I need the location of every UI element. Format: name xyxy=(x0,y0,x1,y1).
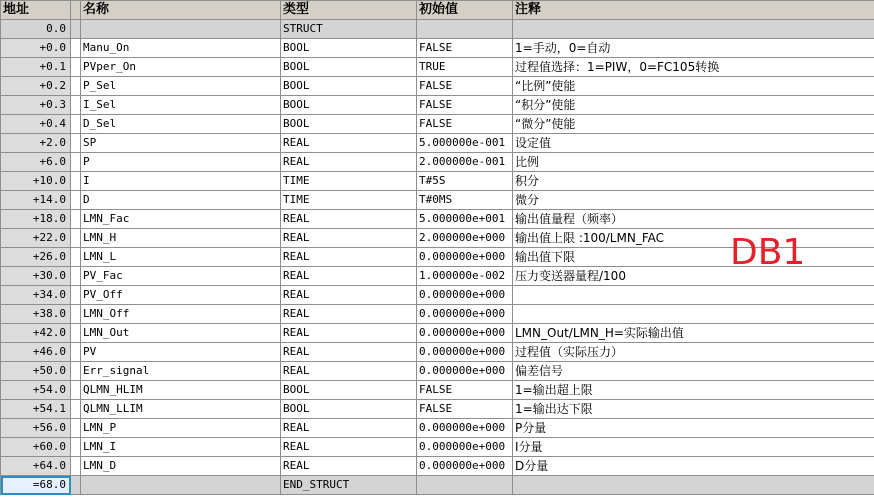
comment-cell[interactable]: 微分 xyxy=(513,191,874,210)
table-row[interactable] xyxy=(1,286,874,305)
address-cell: +50.0 xyxy=(1,362,71,381)
address-cell: +60.0 xyxy=(1,438,71,457)
type-cell[interactable]: REAL xyxy=(281,362,417,381)
type-cell[interactable]: REAL xyxy=(281,419,417,438)
header-row xyxy=(1,1,874,20)
row-marker-cell xyxy=(71,96,81,115)
db1-overlay-label: DB1 xyxy=(730,232,806,273)
name-cell[interactable]: LMN_H xyxy=(81,229,281,248)
initial-value-cell[interactable] xyxy=(417,476,513,495)
comment-cell[interactable] xyxy=(513,476,874,495)
column-header-name[interactable]: 名称 xyxy=(81,1,281,20)
type-cell[interactable]: BOOL xyxy=(281,39,417,58)
initial-value-cell[interactable]: 1.000000e-002 xyxy=(417,267,513,286)
comment-cell[interactable]: P分量 xyxy=(513,419,874,438)
row-marker-cell xyxy=(71,457,81,476)
initial-value-cell[interactable]: FALSE xyxy=(417,39,513,58)
address-cell: =68.0 xyxy=(1,476,71,495)
address-cell: +0.4 xyxy=(1,115,71,134)
type-cell[interactable]: REAL xyxy=(281,305,417,324)
table-row[interactable] xyxy=(1,115,874,134)
comment-cell[interactable]: “比例”使能 xyxy=(513,77,874,96)
address-cell: +0.3 xyxy=(1,96,71,115)
type-cell[interactable]: BOOL xyxy=(281,400,417,419)
table-row[interactable] xyxy=(1,96,874,115)
row-marker-cell xyxy=(71,438,81,457)
name-cell[interactable]: P_Sel xyxy=(81,77,281,96)
address-cell: +10.0 xyxy=(1,172,71,191)
name-cell[interactable] xyxy=(81,476,281,495)
initial-value-cell[interactable]: 0.000000e+000 xyxy=(417,305,513,324)
name-cell[interactable]: D_Sel xyxy=(81,115,281,134)
address-cell: +6.0 xyxy=(1,153,71,172)
type-cell[interactable]: BOOL xyxy=(281,77,417,96)
initial-value-cell[interactable]: T#5S xyxy=(417,172,513,191)
initial-value-cell[interactable] xyxy=(417,20,513,39)
address-cell: +18.0 xyxy=(1,210,71,229)
comment-cell[interactable]: 1=输出超上限 xyxy=(513,381,874,400)
type-cell[interactable]: TIME xyxy=(281,191,417,210)
address-cell: +56.0 xyxy=(1,419,71,438)
row-marker-cell xyxy=(71,419,81,438)
type-cell[interactable]: BOOL xyxy=(281,381,417,400)
address-cell: +0.0 xyxy=(1,39,71,58)
name-cell[interactable] xyxy=(81,20,281,39)
type-cell[interactable]: BOOL xyxy=(281,115,417,134)
table-row[interactable] xyxy=(1,343,874,362)
address-cell: +54.1 xyxy=(1,400,71,419)
initial-value-cell[interactable]: 5.000000e+001 xyxy=(417,210,513,229)
row-marker-cell xyxy=(71,153,81,172)
address-cell: +64.0 xyxy=(1,457,71,476)
row-marker-cell xyxy=(71,476,81,495)
type-cell[interactable]: TIME xyxy=(281,172,417,191)
column-header-type[interactable]: 类型 xyxy=(281,1,417,20)
row-marker-cell xyxy=(71,172,81,191)
row-marker-cell xyxy=(71,286,81,305)
name-cell[interactable]: Err_signal xyxy=(81,362,281,381)
comment-cell[interactable]: 压力变送器量程/100 xyxy=(513,267,874,286)
comment-cell[interactable]: “微分”使能 xyxy=(513,115,874,134)
row-marker-cell xyxy=(71,362,81,381)
row-marker-cell xyxy=(71,343,81,362)
type-cell[interactable]: REAL xyxy=(281,267,417,286)
comment-cell[interactable]: 1=手动，0=自动 xyxy=(513,39,874,58)
name-cell[interactable]: LMN_I xyxy=(81,438,281,457)
table-row[interactable] xyxy=(1,362,874,381)
type-cell[interactable]: REAL xyxy=(281,457,417,476)
comment-cell[interactable] xyxy=(513,20,874,39)
comment-cell[interactable]: 设定值 xyxy=(513,134,874,153)
name-cell[interactable]: LMN_Out xyxy=(81,324,281,343)
address-cell: +38.0 xyxy=(1,305,71,324)
address-cell: +30.0 xyxy=(1,267,71,286)
initial-value-cell[interactable]: 0.000000e+000 xyxy=(417,362,513,381)
comment-cell[interactable]: 积分 xyxy=(513,172,874,191)
row-marker-cell xyxy=(71,20,81,39)
initial-value-cell[interactable]: 0.000000e+000 xyxy=(417,286,513,305)
type-cell[interactable]: REAL xyxy=(281,248,417,267)
initial-value-cell[interactable]: FALSE xyxy=(417,400,513,419)
initial-value-cell[interactable]: TRUE xyxy=(417,58,513,77)
type-cell[interactable]: BOOL xyxy=(281,96,417,115)
column-header-comment[interactable]: 注释 xyxy=(513,1,874,20)
table-row[interactable] xyxy=(1,400,874,419)
type-cell[interactable]: REAL xyxy=(281,438,417,457)
column-header-address[interactable]: 地址 xyxy=(1,1,71,20)
name-cell[interactable]: PVper_On xyxy=(81,58,281,77)
row-marker-cell xyxy=(71,77,81,96)
comment-cell[interactable]: 输出值下限 xyxy=(513,248,874,267)
comment-cell[interactable]: D分量 xyxy=(513,457,874,476)
address-cell: +2.0 xyxy=(1,134,71,153)
name-cell[interactable]: LMN_Fac xyxy=(81,210,281,229)
initial-value-cell[interactable]: 0.000000e+000 xyxy=(417,248,513,267)
address-cell: +26.0 xyxy=(1,248,71,267)
name-cell[interactable]: PV xyxy=(81,343,281,362)
row-marker-cell xyxy=(71,210,81,229)
table-row[interactable] xyxy=(1,476,874,495)
table-row[interactable] xyxy=(1,153,874,172)
comment-cell[interactable]: LMN_Out/LMN_H=实际输出值 xyxy=(513,324,874,343)
type-cell[interactable]: STRUCT xyxy=(281,20,417,39)
type-cell[interactable]: REAL xyxy=(281,343,417,362)
row-marker-cell xyxy=(71,134,81,153)
name-cell[interactable]: PV_Off xyxy=(81,286,281,305)
name-cell[interactable]: I xyxy=(81,172,281,191)
name-cell[interactable]: QLMN_HLIM xyxy=(81,381,281,400)
initial-value-cell[interactable]: 0.000000e+000 xyxy=(417,324,513,343)
comment-cell[interactable]: 1=输出达下限 xyxy=(513,400,874,419)
comment-cell[interactable]: “积分”使能 xyxy=(513,96,874,115)
type-cell[interactable]: REAL xyxy=(281,324,417,343)
type-cell[interactable]: BOOL xyxy=(281,58,417,77)
initial-value-cell[interactable]: 2.000000e-001 xyxy=(417,153,513,172)
initial-value-cell[interactable]: 0.000000e+000 xyxy=(417,419,513,438)
address-cell: +54.0 xyxy=(1,381,71,400)
name-cell[interactable]: QLMN_LLIM xyxy=(81,400,281,419)
initial-value-cell[interactable]: 2.000000e+000 xyxy=(417,229,513,248)
table-row[interactable] xyxy=(1,191,874,210)
name-cell[interactable]: P xyxy=(81,153,281,172)
name-cell[interactable]: SP xyxy=(81,134,281,153)
type-cell[interactable]: REAL xyxy=(281,210,417,229)
type-cell[interactable]: REAL xyxy=(281,229,417,248)
comment-cell[interactable]: 过程值（实际压力） xyxy=(513,343,874,362)
column-header-marker xyxy=(71,1,81,20)
address-cell: +34.0 xyxy=(1,286,71,305)
table-row[interactable] xyxy=(1,457,874,476)
table-row[interactable] xyxy=(1,39,874,58)
row-marker-cell xyxy=(71,39,81,58)
row-marker-cell xyxy=(71,305,81,324)
row-marker-cell xyxy=(71,400,81,419)
initial-value-cell[interactable]: FALSE xyxy=(417,77,513,96)
name-cell[interactable]: D xyxy=(81,191,281,210)
table-row[interactable] xyxy=(1,438,874,457)
name-cell[interactable]: PV_Fac xyxy=(81,267,281,286)
name-cell[interactable]: LMN_P xyxy=(81,419,281,438)
table-row[interactable] xyxy=(1,324,874,343)
table-row[interactable] xyxy=(1,381,874,400)
initial-value-cell[interactable]: FALSE xyxy=(417,115,513,134)
initial-value-cell[interactable]: 0.000000e+000 xyxy=(417,343,513,362)
column-header-initial-value[interactable]: 初始值 xyxy=(417,1,513,20)
address-cell: +0.2 xyxy=(1,77,71,96)
type-cell[interactable]: END_STRUCT xyxy=(281,476,417,495)
type-cell[interactable]: REAL xyxy=(281,286,417,305)
comment-cell[interactable]: 输出值量程（频率） xyxy=(513,210,874,229)
initial-value-cell[interactable]: FALSE xyxy=(417,381,513,400)
address-cell: +0.1 xyxy=(1,58,71,77)
row-marker-cell xyxy=(71,267,81,286)
initial-value-cell[interactable]: T#0MS xyxy=(417,191,513,210)
type-cell[interactable]: REAL xyxy=(281,153,417,172)
comment-cell[interactable]: 比例 xyxy=(513,153,874,172)
table-row[interactable] xyxy=(1,58,874,77)
comment-cell[interactable]: 过程值选择：1=PIW，0=FC105转换 xyxy=(513,58,874,77)
row-marker-cell xyxy=(71,381,81,400)
table-row[interactable] xyxy=(1,20,874,39)
name-cell[interactable]: Manu_On xyxy=(81,39,281,58)
name-cell[interactable]: I_Sel xyxy=(81,96,281,115)
initial-value-cell[interactable]: FALSE xyxy=(417,96,513,115)
row-marker-cell xyxy=(71,324,81,343)
row-marker-cell xyxy=(71,115,81,134)
table-row[interactable] xyxy=(1,305,874,324)
initial-value-cell[interactable]: 0.000000e+000 xyxy=(417,438,513,457)
row-marker-cell xyxy=(71,229,81,248)
initial-value-cell[interactable]: 0.000000e+000 xyxy=(417,457,513,476)
name-cell[interactable]: LMN_Off xyxy=(81,305,281,324)
name-cell[interactable]: LMN_D xyxy=(81,457,281,476)
table-row[interactable] xyxy=(1,134,874,153)
table-row[interactable] xyxy=(1,77,874,96)
address-cell: +22.0 xyxy=(1,229,71,248)
type-cell[interactable]: REAL xyxy=(281,134,417,153)
table-row[interactable] xyxy=(1,419,874,438)
row-marker-cell xyxy=(71,248,81,267)
row-marker-cell xyxy=(71,191,81,210)
address-cell: 0.0 xyxy=(1,20,71,39)
comment-cell[interactable]: 输出值上限 :100/LMN_FAC xyxy=(513,229,874,248)
address-cell: +14.0 xyxy=(1,191,71,210)
comment-cell[interactable]: I分量 xyxy=(513,438,874,457)
initial-value-cell[interactable]: 5.000000e-001 xyxy=(417,134,513,153)
comment-cell[interactable]: 偏差信号 xyxy=(513,362,874,381)
name-cell[interactable]: LMN_L xyxy=(81,248,281,267)
comment-cell[interactable] xyxy=(513,305,874,324)
comment-cell[interactable] xyxy=(513,286,874,305)
table-row[interactable] xyxy=(1,210,874,229)
row-marker-cell xyxy=(71,58,81,77)
address-cell: +46.0 xyxy=(1,343,71,362)
table-row[interactable] xyxy=(1,172,874,191)
address-cell: +42.0 xyxy=(1,324,71,343)
